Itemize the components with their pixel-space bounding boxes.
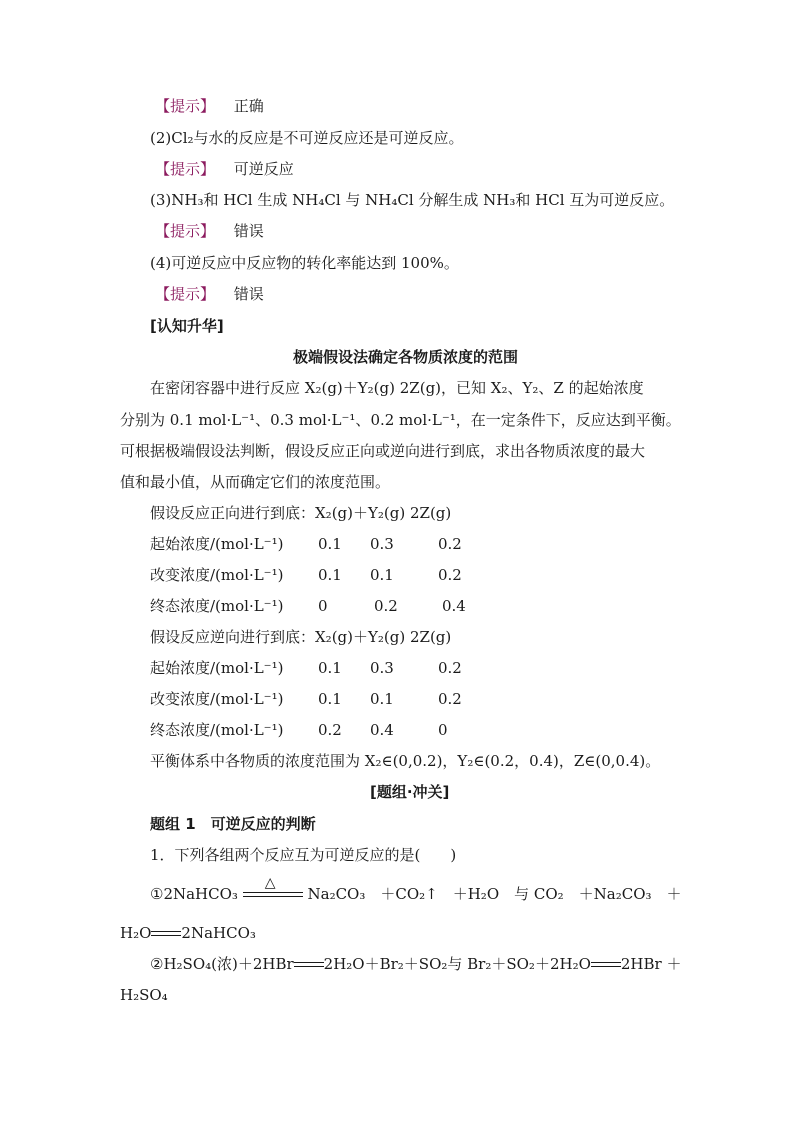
- equals-sign-icon: [294, 959, 324, 971]
- option-1-cont: [120, 923, 256, 943]
- cell-z: 0.2: [438, 535, 462, 553]
- range-summary: 平衡体系中各物质的浓度范围为 X₂∈(0,0.2)，Y₂∈(0.2，0.4)，Z∈(0,0.4)。: [150, 752, 661, 770]
- cell-y: 0.3: [370, 659, 394, 677]
- question-3: (3)NH₃和 HCl 生成 NH₄Cl 与 NH₄Cl 分解生成 NH₃和 HCl 互为可逆反应。: [150, 191, 675, 209]
- answer-1: 正确: [233, 97, 264, 115]
- cell-y: 0.3: [370, 535, 394, 553]
- cell-x: 0.1: [318, 535, 342, 553]
- group-1-title: 题组 1 可逆反应的判断: [150, 815, 316, 833]
- heat-arrow-icon: △: [243, 885, 303, 905]
- option-1-rest: Na₂CO₃ ＋CO₂↑ ＋H₂O 与 CO₂ ＋Na₂CO₃ ＋: [307, 885, 682, 903]
- option-2: [150, 954, 681, 974]
- hint-label: 【提示】: [155, 285, 216, 303]
- cell-x: 0.2: [318, 721, 342, 739]
- hint-label: 【提示】: [155, 222, 216, 240]
- answer-2: 可逆反应: [233, 160, 294, 178]
- answer-3: 错误: [233, 222, 264, 240]
- paragraph-line-3: 可根据极端假设法判断，假设反应正向或逆向进行到底，求出各物质浓度的最大: [120, 442, 646, 460]
- row-label: 改变浓度/(mol·L⁻¹): [150, 566, 284, 584]
- hint-3: [155, 221, 264, 241]
- cell-y: 0.4: [370, 721, 394, 739]
- question-1: 1．下列各组两个反应互为可逆反应的是( ): [150, 846, 457, 864]
- row-label: 改变浓度/(mol·L⁻¹): [150, 690, 284, 708]
- hint-4: [155, 284, 264, 304]
- row-label: 起始浓度/(mol·L⁻¹): [150, 659, 284, 677]
- paragraph-line-1: 在密闭容器中进行反应 X₂(g)＋Y₂(g) 2Z(g)，已知 X₂、Y₂、Z 的起始浓度: [150, 379, 644, 397]
- paragraph-line-2: 分别为 0.1 mol·L⁻¹、0.3 mol·L⁻¹、0.2 mol·L⁻¹，在一定条件下，反应达到平衡。: [120, 411, 681, 429]
- cell-y: 0.2: [374, 597, 398, 615]
- cell-y: 0.1: [370, 690, 394, 708]
- equals-sign-icon: [151, 928, 181, 940]
- cell-z: 0.2: [438, 690, 462, 708]
- cell-x: 0.1: [318, 659, 342, 677]
- method-title: 极端假设法确定各物质浓度的范围: [293, 348, 519, 366]
- row-label: 起始浓度/(mol·L⁻¹): [150, 535, 284, 553]
- cell-x: 0.1: [318, 690, 342, 708]
- hint-label: 【提示】: [155, 160, 216, 178]
- cell-x: 0: [318, 597, 328, 615]
- equals-sign-icon: [591, 959, 621, 971]
- option-2-part-c: 2HBr ＋: [620, 955, 682, 973]
- section-upgrade: [认知升华]: [150, 317, 224, 335]
- option-1-reactant-2: H₂O: [120, 924, 152, 942]
- answer-4: 错误: [233, 285, 264, 303]
- cell-z: 0.4: [442, 597, 466, 615]
- question-4: (4)可逆反应中反应物的转化率能达到 100%。: [150, 254, 459, 272]
- hint-2: [155, 159, 294, 179]
- row-label: 终态浓度/(mol·L⁻¹): [150, 721, 284, 739]
- row-label: 终态浓度/(mol·L⁻¹): [150, 597, 284, 615]
- option-1-product-2: 2NaHCO₃: [181, 924, 256, 942]
- option-2-cont: H₂SO₄: [120, 986, 168, 1004]
- paragraph-line-4: 值和最小值，从而确定它们的浓度范围。: [120, 473, 391, 491]
- hint-1: [155, 96, 264, 116]
- hint-label: 【提示】: [155, 97, 216, 115]
- reverse-title: 假设反应逆向进行到底：X₂(g)＋Y₂(g) 2Z(g): [150, 628, 452, 646]
- option-2-part-a: ②H₂SO₄(浓)＋2HBr: [150, 955, 294, 973]
- option-2-part-b: 2H₂O＋Br₂＋SO₂与 Br₂＋SO₂＋2H₂O: [323, 955, 591, 973]
- cell-z: 0.2: [438, 566, 462, 584]
- question-2: (2)Cl₂与水的反应是不可逆反应还是可逆反应。: [150, 129, 464, 147]
- forward-title: 假设反应正向进行到底：X₂(g)＋Y₂(g) 2Z(g): [150, 504, 452, 522]
- option-1: [150, 875, 682, 905]
- option-1-reactant: ①2NaHCO₃: [150, 885, 238, 903]
- section-practice: [题组·冲关]: [370, 783, 450, 801]
- cell-y: 0.1: [370, 566, 394, 584]
- cell-z: 0: [438, 721, 448, 739]
- cell-x: 0.1: [318, 566, 342, 584]
- cell-z: 0.2: [438, 659, 462, 677]
